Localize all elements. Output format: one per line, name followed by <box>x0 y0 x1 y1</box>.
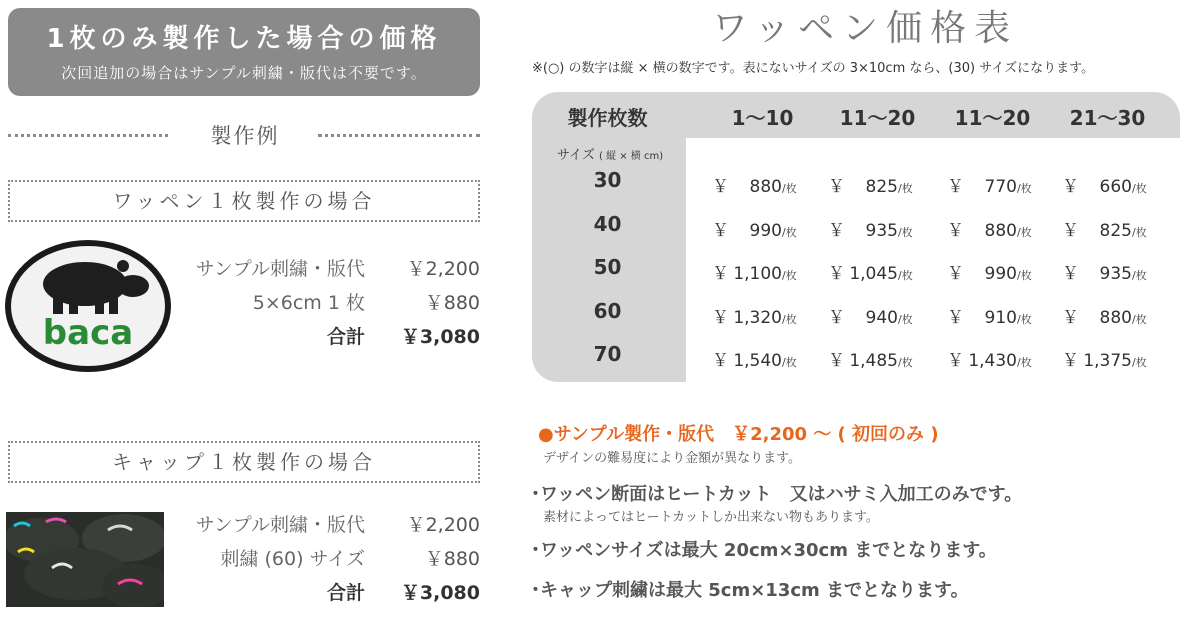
price-cell: ￥ 990/枚 <box>947 264 1032 284</box>
col-header-3: 11～20 <box>954 106 1031 130</box>
case2-title: キャップ１枚製作の場合 <box>8 441 480 483</box>
price-cell: ￥ 1,430/枚 <box>947 351 1032 371</box>
bullet-cut: ･ワッペン断面はヒートカット 又はハサミ入加工のみです。 <box>531 484 1023 505</box>
case2-label-2: 刺繍 (60) サイズ <box>220 548 365 570</box>
size-row-label: 70 <box>593 342 622 366</box>
case1-total-label: 合計 <box>326 326 365 348</box>
price-cell: ￥ 1,320/枚 <box>712 308 797 328</box>
case2-label-1: サンプル刺繍・版代 <box>195 514 365 536</box>
price-cell: ￥ 660/枚 <box>1062 177 1147 197</box>
sample-fee-line: ●サンプル製作・版代 ￥2,200 ～ ( 初回のみ ) <box>538 424 939 445</box>
case1-value-1: ￥2,200 <box>406 258 480 280</box>
case1-label-1: サンプル刺繍・版代 <box>195 258 365 280</box>
col-header-4: 21～30 <box>1069 106 1146 130</box>
divider-left <box>8 134 168 137</box>
col-header-1: 1～10 <box>731 106 794 130</box>
size-row-label: 40 <box>593 212 622 236</box>
price-cell: ￥ 940/枚 <box>828 308 913 328</box>
price-table-title: ワッペン価格表 <box>711 8 1019 49</box>
price-cell: ￥ 1,540/枚 <box>712 351 797 371</box>
bullet-cut-note: 素材によってはヒートカットしか出来ない物もあります。 <box>543 510 879 525</box>
sample-fee-note: デザインの難易度により金額が異なります。 <box>543 451 802 466</box>
case1-label-2: 5×6cm 1 枚 <box>252 292 365 314</box>
header-title: 1枚のみ製作した場合の価格 <box>46 24 442 54</box>
case2-value-1: ￥2,200 <box>406 514 480 536</box>
price-cell: ￥ 935/枚 <box>828 221 913 241</box>
price-cell: ￥ 880/枚 <box>1062 308 1147 328</box>
size-caption: サイズ ( 縦 × 横 cm) <box>556 148 664 163</box>
case2-value-2: ￥880 <box>424 548 480 570</box>
price-cell: ￥ 1,100/枚 <box>712 264 797 284</box>
price-cell: ￥ 1,045/枚 <box>828 264 913 284</box>
bullet-max-cap: ･キャップ刺繍は最大 5cm×13cm までとなります。 <box>531 580 969 601</box>
example-heading: 製作例 <box>210 124 280 148</box>
price-cell: ￥ 1,375/枚 <box>1062 351 1147 371</box>
price-cell: ￥ 825/枚 <box>1062 221 1147 241</box>
size-note: ※(○) の数字は縦 × 横の数字です。表にないサイズの 3×10cm なら、(30) サイズになります。 <box>532 61 1095 76</box>
size-row-label: 50 <box>593 255 622 279</box>
price-cell: ￥ 990/枚 <box>712 221 797 241</box>
case1-total-value: ￥3,080 <box>400 326 480 348</box>
price-cell: ￥ 935/枚 <box>1062 264 1147 284</box>
table-header-label: 製作枚数 <box>567 106 648 130</box>
case1-value-2: ￥880 <box>424 292 480 314</box>
bullet-max-patch: ･ワッペンサイズは最大 20cm×30cm までとなります。 <box>531 540 997 561</box>
size-row-label: 30 <box>593 168 622 192</box>
header-subtitle: 次回追加の場合はサンプル刺繍・版代は不要です。 <box>61 64 427 82</box>
patch-text: baca <box>42 313 134 353</box>
col-header-2: 11～20 <box>839 106 916 130</box>
divider-right <box>318 134 480 137</box>
price-cell: ￥ 770/枚 <box>947 177 1032 197</box>
price-cell: ￥ 910/枚 <box>947 308 1032 328</box>
price-cell: ￥ 825/枚 <box>828 177 913 197</box>
price-cell: ￥ 880/枚 <box>712 177 797 197</box>
price-cell: ￥ 880/枚 <box>947 221 1032 241</box>
price-cell: ￥ 1,485/枚 <box>828 351 913 371</box>
case2-total-label: 合計 <box>326 582 365 604</box>
case2-total-value: ￥3,080 <box>400 582 480 604</box>
size-row-label: 60 <box>593 299 622 323</box>
case1-title: ワッペン１枚製作の場合 <box>8 180 480 222</box>
